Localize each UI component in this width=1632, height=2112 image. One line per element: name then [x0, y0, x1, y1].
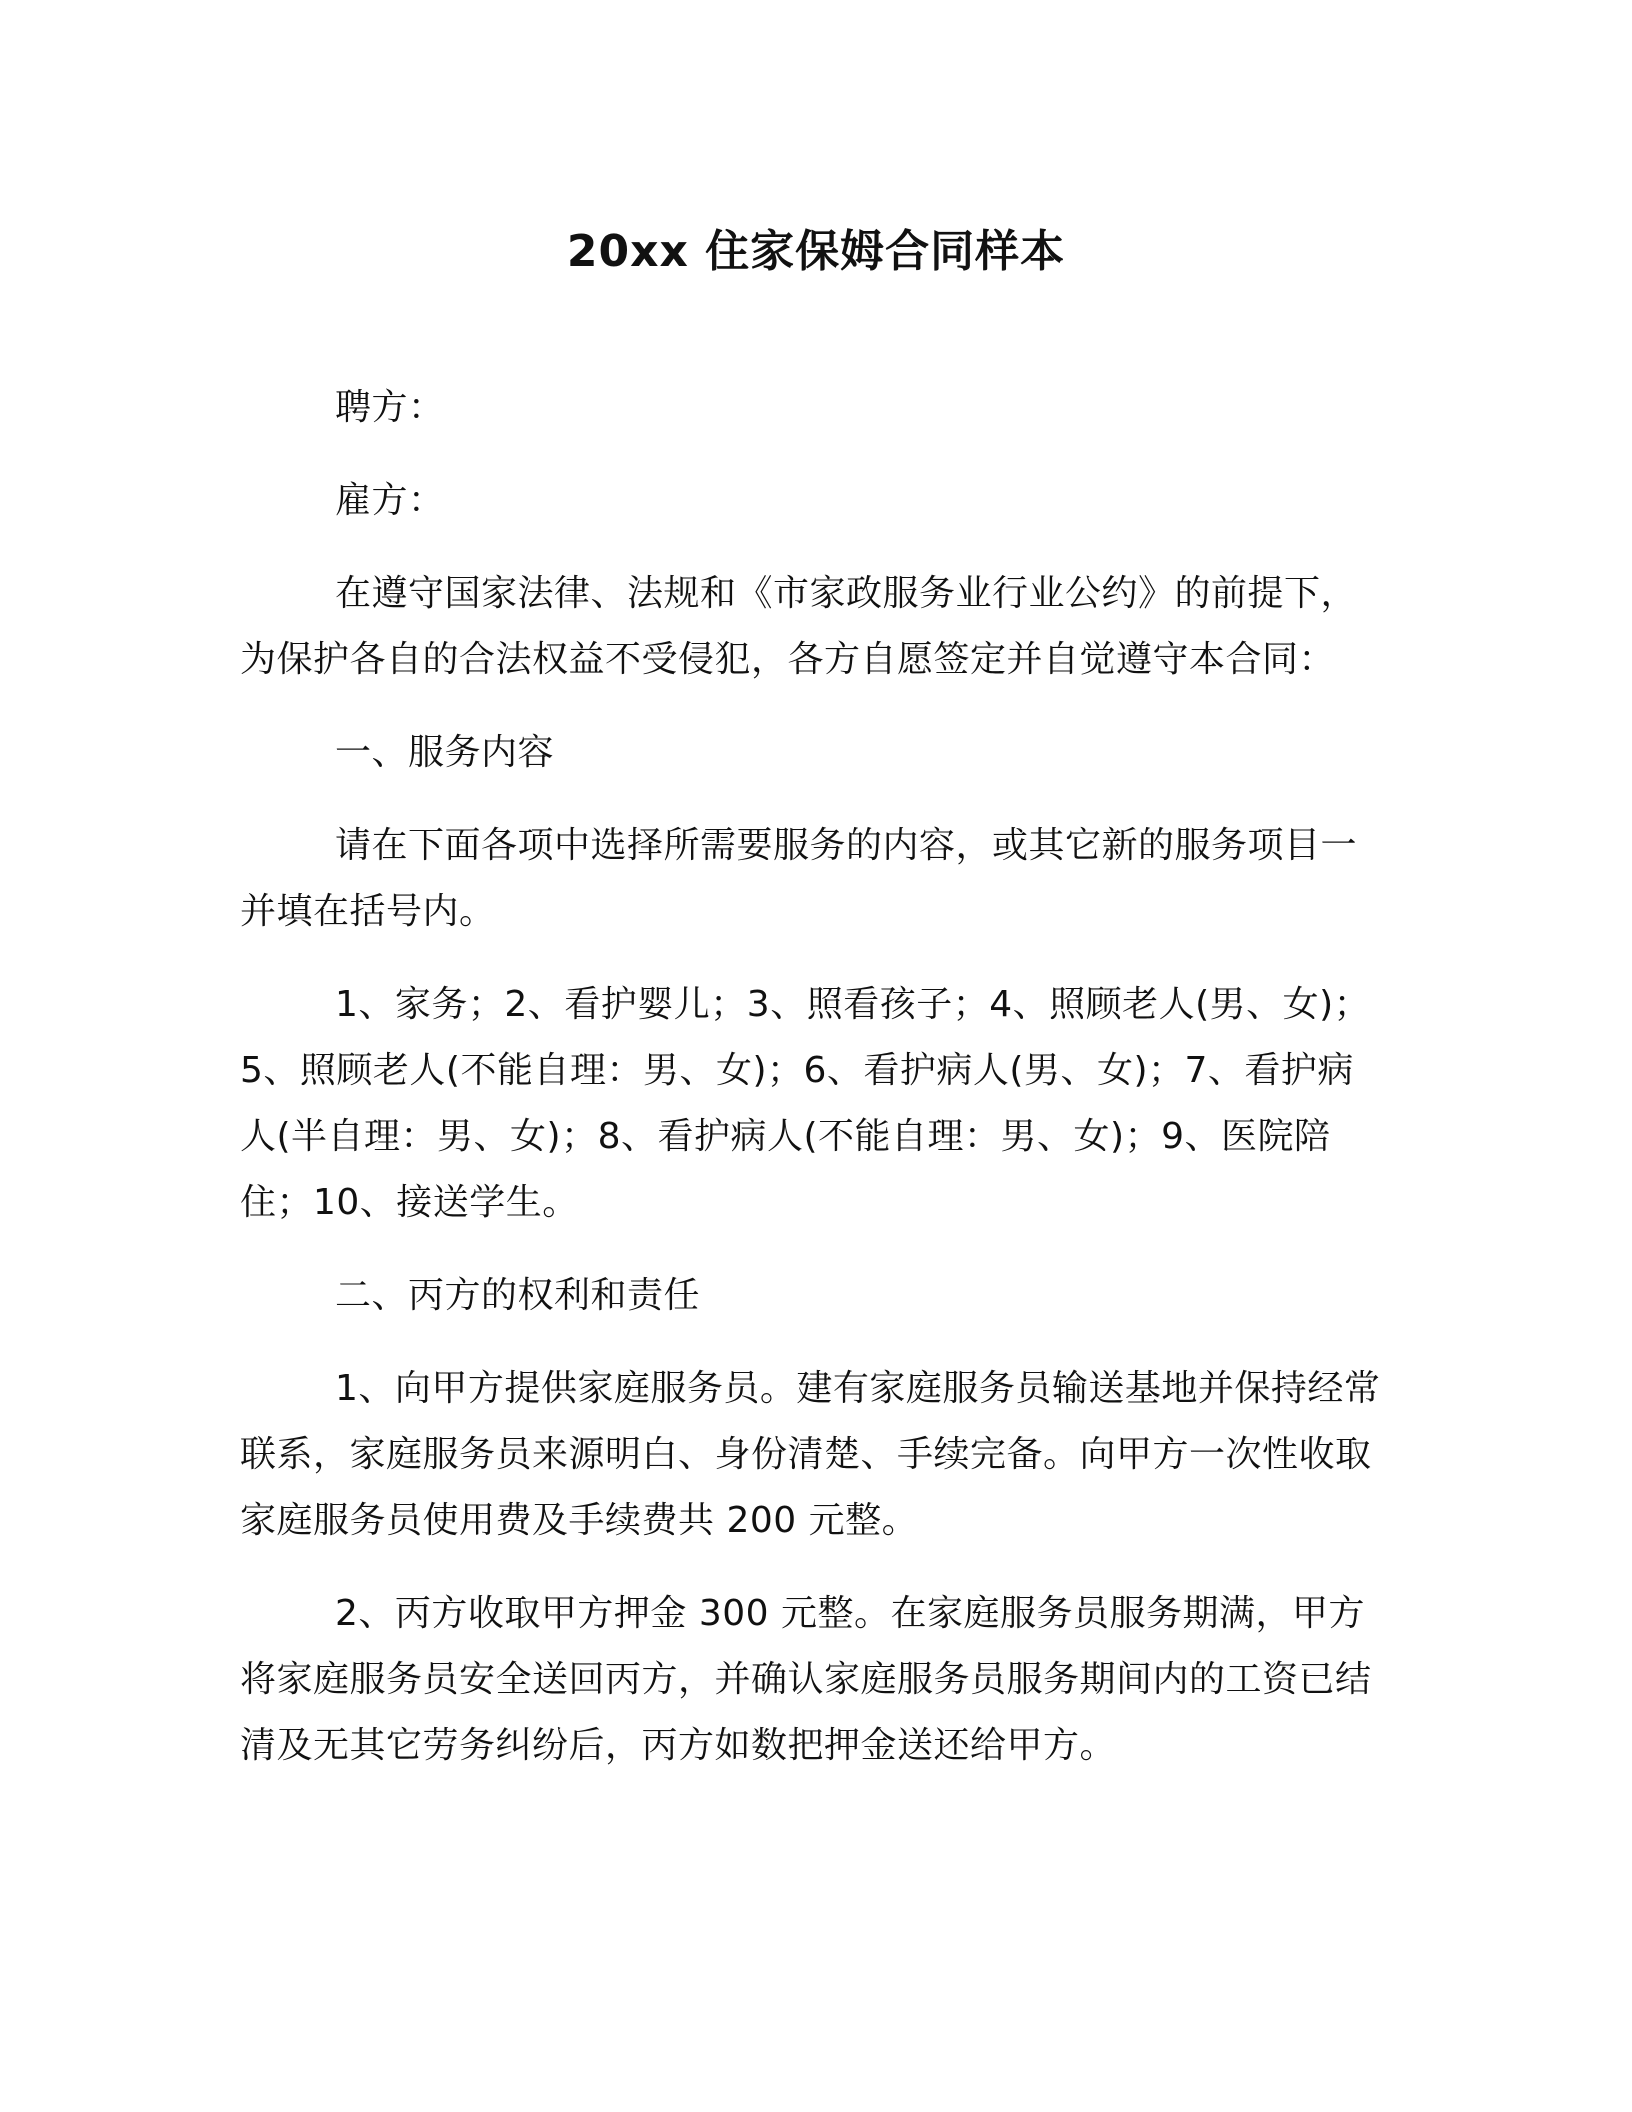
document-body: [240, 375, 1390, 1806]
section1-items: 1、家务；2、看护婴儿；3、照看孩子；4、照顾老人(男、女)；5、照顾老人(不能自理：男、女)；6、看护病人(男、女)；7、看护病人(半自理：男、女)；8、看护病人(不能自理：男、女)；9、医院陪住；10、接送学生。: [240, 984, 1371, 1223]
intro-paragraph: 在遵守国家法律、法规和《市家政服务业行业公约》的前提下，为保护各自的合法权益不受侵犯，各方自愿签定并自觉遵守本合同：: [240, 573, 1358, 680]
section2-clause2: 2、丙方收取甲方押金 300 元整。在家庭服务员服务期满，甲方将家庭服务员安全送回丙方，并确认家庭服务员服务期间内的工资已结清及无其它劳务纠纷后，丙方如数把押金送还给甲方。: [240, 1593, 1372, 1766]
section1-heading: 一、服务内容: [335, 732, 555, 773]
section2-heading: 二、丙方的权利和责任: [335, 1275, 701, 1316]
section2-clause1: 1、向甲方提供家庭服务员。建有家庭服务员输送基地并保持经常联系，家庭服务员来源明白、身份清楚、手续完备。向甲方一次性收取家庭服务员使用费及手续费共 200 元整。: [240, 1368, 1381, 1541]
document-title: 20xx 住家保姆合同样本: [566, 226, 1066, 277]
section1-instruction: 请在下面各项中选择所需要服务的内容，或其它新的服务项目一并填在括号内。: [240, 825, 1358, 932]
employee-label: 雇方：: [335, 480, 445, 521]
employer-label: 聘方：: [335, 387, 445, 428]
